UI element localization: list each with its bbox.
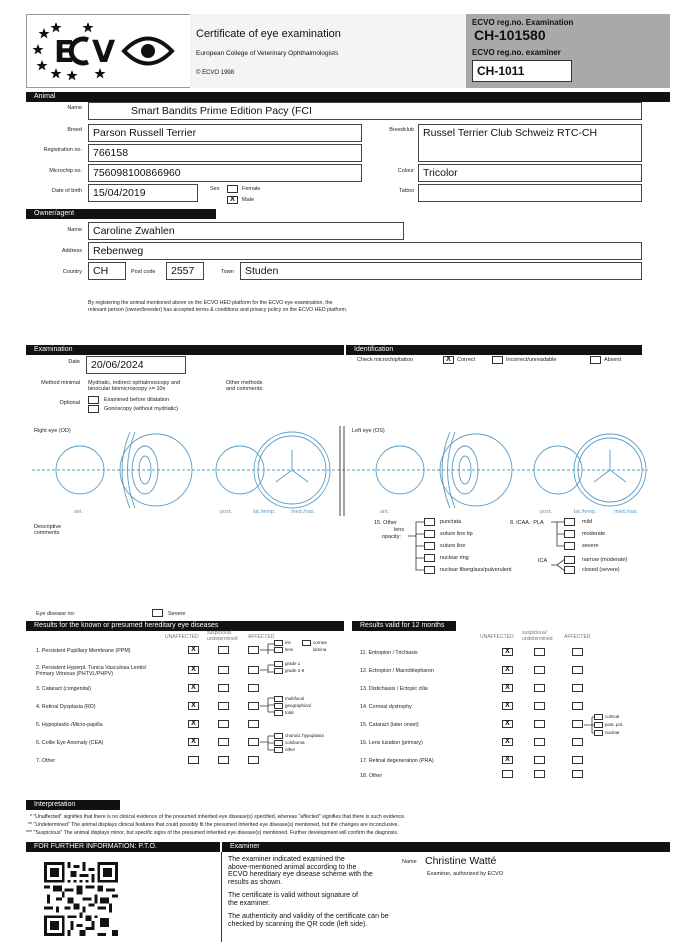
right-row-13-affected (572, 684, 583, 692)
owner-name-label: Name (67, 227, 82, 233)
right-row-15-undetermined (534, 720, 545, 728)
right-row-18-label: 18. Other (360, 773, 383, 779)
cea-coloboma-checkbox (274, 740, 283, 746)
left-row-1-unaffected: X (188, 646, 199, 654)
suture-tip-label: suture line tip (440, 531, 473, 537)
eye-diagrams (30, 422, 650, 518)
town-field: Studen (240, 262, 642, 280)
copyright: © ECVO 1998 (196, 70, 235, 76)
suture-line-label: suture line (440, 543, 466, 549)
nuclear-ring-label: nuclear ring (440, 555, 469, 561)
right-row-13-label: 13. Distichiasis / Ectopic cilia (360, 686, 428, 692)
left-row-7-label: 7. Other (36, 758, 56, 764)
colour-field: Tricolor (418, 164, 642, 182)
phtvl-grade2-checkbox (274, 668, 283, 674)
left-row-1-undetermined (218, 646, 229, 654)
left-row-3-affected (248, 684, 259, 692)
registration-field: 766158 (88, 144, 362, 162)
female-label: Female (242, 186, 261, 192)
left-row-7-undetermined (218, 756, 229, 764)
left-row-1-label: 1. Persistent Pupillary Membrane (PPM) (36, 648, 131, 654)
right-row-12-undetermined (534, 666, 545, 674)
postcode-label: Post code (131, 269, 156, 275)
os-lat: lat./temp. (574, 509, 597, 515)
svg-text:E: E (54, 35, 75, 70)
phtvl-grade1: grade 1 (285, 661, 301, 666)
right-row-17-affected (572, 756, 583, 764)
left-row-2-label: 2. Persistent Hyperpl. Tunica Vasculosa Lentis/ (36, 665, 147, 671)
left-row-4-unaffected: X (188, 702, 199, 710)
method-label: Method minimal (41, 380, 80, 386)
ppm-iris: iris (285, 640, 291, 645)
right-row-15-label: 15. Cataract (later onset) (360, 722, 419, 728)
method-line2: binocular biomicroscopy >= 10x (88, 386, 166, 392)
opt-before-dilatation: Examined before dilatation (104, 397, 170, 403)
interp-line1: * "Unaffected" signifies that there is no clinical evidence of the presumed inherited eye disease(s) specified, whereas "affected" signifies that there is such evidence. (30, 814, 406, 820)
right-row-15-affected (572, 720, 583, 728)
dob-field: 15/04/2019 (88, 184, 198, 202)
right-row-17-unaffected: X (502, 756, 513, 764)
right-row-15-unaffected: X (502, 720, 513, 728)
os-post: post. (540, 509, 552, 515)
examiner-name: Christine Watté (425, 855, 497, 867)
right-row-11-undetermined (534, 648, 545, 656)
left-row-6-label: 6. Collie Eye Anomaly (CEA) (36, 740, 104, 746)
animal-name-field: Smart Bandits Prime Edition Pacy (FCI (88, 102, 642, 120)
left-row-1-affected (248, 646, 259, 654)
right-row-11-affected (572, 648, 583, 656)
address-field: Rebenweg (88, 242, 642, 260)
postcode-field: 2557 (166, 262, 204, 280)
org-name: European College of Veterinary Ophthalmologists (196, 50, 339, 57)
rd-total-checkbox (274, 710, 283, 716)
svg-text:V: V (92, 35, 116, 70)
colour-label: Colour (397, 168, 414, 174)
examiner-text-5: The certificate is valid without signature of (228, 892, 358, 899)
disclaimer-line1: By registering the animal mentioned above on the ECVO HED platform for the ECVO eye examination, the (88, 300, 333, 306)
opt-gonioscopy-checkbox (88, 405, 99, 413)
interp-line3: *** "Suspicious" The animal displays minor, but specific signs of the presumed inherited eye disease(s) mentioned. Further development will confirm the diagnosis. (26, 830, 399, 836)
right-row-17-undetermined (534, 756, 545, 764)
country-field: CH (88, 262, 126, 280)
right-row-16-unaffected: X (502, 738, 513, 746)
footer-divider (221, 852, 222, 942)
other-methods-1: Other methods (226, 380, 263, 386)
tattoo-label: Tattoo (399, 188, 414, 194)
lens-bracket (406, 518, 426, 574)
moderate-label: moderate (582, 531, 606, 537)
col-unaffected-right: UNAFFECTED (480, 634, 514, 640)
left-row-4-label: 4. Retinal Dysplasia (RD) (36, 704, 96, 710)
left-row-5-label: 5. Hypoplastic-/Micro-papilla (36, 722, 103, 728)
cea-coloboma: coloboma (285, 740, 305, 745)
examiner-text-7: The authenticity and validity of the certificate can be (228, 913, 389, 920)
left-row-3-undetermined (218, 684, 229, 692)
rd-multifocal-checkbox (274, 696, 283, 702)
examiner-text (228, 856, 404, 928)
os-ant: ant. (380, 509, 390, 515)
results-right-header: Results valid for 12 months (352, 621, 456, 631)
right-row-14-unaffected: X (502, 702, 513, 710)
microchip-label: Microchip no. (49, 168, 82, 174)
reg-exam-label: ECVO reg.no. Examination (472, 18, 574, 27)
right-row-13-unaffected: X (502, 684, 513, 692)
suture-line-checkbox (424, 542, 435, 550)
dob-label: Date of birth (52, 188, 82, 194)
registration-label: Registration no. (43, 147, 82, 153)
cat-nuclear-checkbox (594, 730, 603, 736)
nuclear-fib-label: nuclear fiberglass/pulverulent (440, 567, 512, 573)
cat-cortical: cortical (605, 714, 620, 719)
severe-label: severe (582, 543, 599, 549)
narrow-checkbox (564, 556, 575, 564)
tattoo-field (418, 184, 642, 202)
opt-before-dilatation-checkbox (88, 396, 99, 404)
right-row-12-unaffected: X (502, 666, 513, 674)
col-undetermined-right: undetermined (522, 636, 553, 642)
left-row-2-unaffected: X (188, 666, 199, 674)
opt-gonioscopy: Gonoscopy (without mydriatic) (104, 406, 178, 412)
closed-checkbox (564, 566, 575, 574)
cea-other-checkbox (274, 747, 283, 753)
col-suspicious-left: suspicious/ (207, 630, 232, 636)
right-row-16-undetermined (534, 738, 545, 746)
exam-date-field: 20/06/2024 (86, 356, 186, 374)
mild-checkbox (564, 518, 575, 526)
od-lat: lat./temp. (253, 509, 276, 515)
examiner-text-1: The examiner indicated examined the (228, 856, 345, 863)
section-identification: Identification (346, 345, 642, 355)
section-animal: Animal (26, 92, 670, 102)
reg-examiner-label: ECVO reg.no. examiner (472, 48, 561, 57)
examiner-authorized: Examiner, authorized by ECVO (427, 871, 504, 877)
left-row-2-undetermined (218, 666, 229, 674)
country-label: Country (62, 269, 82, 275)
left-row-3-unaffected: X (188, 684, 199, 692)
cat-cortical-checkbox (594, 714, 603, 720)
right-row-18-undetermined (534, 770, 545, 778)
right-row-12-label: 12. Ectropion / Macroblepharon (360, 668, 434, 674)
right-row-11-label: 11. Entropion / Trichiasis (360, 650, 418, 656)
col-unaffected-left: UNAFFECTED (165, 634, 199, 640)
section-owner: Owner/agent (26, 209, 216, 219)
left-row-5-unaffected: X (188, 720, 199, 728)
ppm-lamina: lamina (313, 647, 327, 652)
col-affected-right: AFFECTED (564, 634, 591, 640)
ica-bracket (551, 555, 565, 575)
phtvl-grade2: grade 2-6 (285, 668, 305, 673)
female-checkbox (227, 185, 238, 193)
os-med: med./nas. (614, 509, 639, 515)
rd-geographical: geographical (285, 703, 311, 708)
icaa-bracket (551, 518, 565, 552)
ecvo-logo-graphic (30, 18, 178, 82)
incorrect-label: Incorrect/unreadable (506, 357, 557, 363)
icaa-label: 8. ICAA : PLA (510, 520, 544, 526)
rd-geographical-checkbox (274, 703, 283, 709)
left-row-2-label2: Primary Vitreous (PHTVL/PHPV) (36, 671, 114, 677)
descriptive-1: Descriptive (34, 524, 62, 530)
right-row-16-label: 16. Lens luxation (primary) (360, 740, 423, 746)
examiner-text-6: the examiner. (228, 899, 271, 907)
absent-label: Absent (604, 357, 622, 363)
correct-label: Correct (457, 357, 476, 363)
moderate-checkbox (564, 530, 575, 538)
closed-label: closed (severe) (582, 567, 620, 573)
descriptive-2: comments (34, 530, 60, 536)
name-label: Name (67, 105, 82, 111)
severe-checkbox (564, 542, 575, 550)
right-row-14-label: 14. Corneal dystrophy (360, 704, 412, 710)
left-row-7-affected (248, 756, 259, 764)
interp-line2: ** "Undetermined" The animal displays clinical features that could possibly fit the presumed inherited eye disease(s) mentioned, but the changes are inconclusive. (28, 822, 399, 828)
eye-disease-no-label: Eye disease no: (36, 611, 76, 617)
ppm-iris-checkbox (274, 640, 283, 646)
left-row-7-unaffected (188, 756, 199, 764)
right-row-11-unaffected: X (502, 648, 513, 656)
right-eye-label: Right eye (OD) (34, 428, 71, 434)
town-label: Town (221, 269, 234, 275)
breedclub-label: Breedclub (389, 127, 414, 133)
method-line1: Mydriatic, indirect ophtalmoscopy and (88, 380, 181, 386)
left-row-3-label: 3. Cataract (congenital) (36, 686, 92, 692)
mild-label: mild (582, 519, 593, 525)
results-left-header: Results for the known or presumed hereditary eye diseases (26, 621, 344, 631)
left-row-4-undetermined (218, 702, 229, 710)
left-row-5-undetermined (218, 720, 229, 728)
rd-total: total (285, 710, 294, 715)
left-row-5-affected (248, 720, 259, 728)
other-lens-1: 15. Other (374, 520, 397, 526)
od-med: med./nas. (291, 509, 316, 515)
ica-label: ICA (538, 558, 548, 564)
rd-multifocal: multifocal (285, 696, 305, 701)
right-row-17-label: 17. Retinal degeneration (PRA) (360, 758, 434, 764)
other-methods-2: and comments: (226, 386, 264, 392)
left-row-2-affected (248, 666, 259, 674)
col-affected-left: AFFECTED (248, 634, 275, 640)
left-row-6-unaffected: X (188, 738, 199, 746)
narrow-label: narrow (moderate) (582, 557, 628, 563)
ppm-cornea-checkbox (302, 640, 311, 646)
breed-field: Parson Russell Terrier (88, 124, 362, 142)
reg-exam-value: CH-101580 (474, 27, 546, 43)
eye-disease-severe-label: Severe (168, 611, 186, 617)
cea-choroid: choroid. hypoplasia (285, 733, 324, 738)
right-row-13-undetermined (534, 684, 545, 692)
left-eye-label: Left eye (OS) (352, 428, 385, 434)
right-row-14-undetermined (534, 702, 545, 710)
left-row-6-undetermined (218, 738, 229, 746)
absent-checkbox (590, 356, 601, 364)
ppm-lens: lens (285, 647, 294, 652)
section-examiner: Examiner (222, 842, 670, 852)
right-row-12-affected (572, 666, 583, 674)
microchip-field: 756098100866960 (88, 164, 362, 182)
breed-label: Breed (67, 127, 82, 133)
right-row-16-affected (572, 738, 583, 746)
examiner-text-2: above-mentioned animal according to the (228, 863, 357, 871)
nuclear-fib-checkbox (424, 566, 435, 574)
correct-checkbox: X (443, 356, 454, 364)
other-lens-2: lens (394, 527, 405, 533)
col-suspicious-right: suspicious/ (522, 630, 547, 636)
ppm-cornea: cornea (313, 640, 327, 645)
examiner-text-4: results as shown. (228, 878, 283, 886)
cat-post-pol: post. pol. (605, 722, 624, 727)
eye-disease-severe-checkbox (152, 609, 163, 617)
qr-code[interactable] (44, 862, 118, 936)
further-info-bar: FOR FURTHER INFORMATION: P.T.O. (26, 842, 220, 852)
disclaimer-line2: relevant person (owner/breeder) has accepted terms & conditions and privacy policy on the ECVO HED platform. (88, 307, 348, 313)
examiner-name-label: Name (402, 859, 417, 865)
section-examination: Examination (26, 345, 344, 355)
punctata-label: punctata (440, 519, 462, 525)
left-row-6-affected (248, 738, 259, 746)
cea-choroid-checkbox (274, 733, 283, 739)
breedclub-field: Russel Terrier Club Schweiz RTC-CH (418, 124, 642, 162)
incorrect-checkbox (492, 356, 503, 364)
other-lens-3: opacity: (382, 534, 401, 540)
phtvl-grade1-checkbox (274, 661, 283, 667)
left-row-4-affected (248, 702, 259, 710)
od-ant: ant. (74, 509, 84, 515)
cat-post-pol-checkbox (594, 722, 603, 728)
cea-other: other (285, 747, 296, 752)
male-label: Male (242, 197, 254, 203)
examiner-text-8: checked by scanning the QR code (left side). (228, 920, 368, 928)
cat-nuclear: nuclear (605, 730, 620, 735)
address-label: Address (61, 248, 82, 254)
certificate-title: Certificate of eye examination (196, 28, 341, 40)
ecvo-logo (30, 18, 178, 82)
od-post: post. (220, 509, 232, 515)
reg-examiner-value: CH-1011 (472, 60, 572, 82)
examiner-text-3: ECVO hereditary eye disease scheme with the (228, 871, 373, 878)
exam-date-label: Date (68, 359, 80, 365)
owner-name-field: Caroline Zwahlen (88, 222, 404, 240)
suture-tip-checkbox (424, 530, 435, 538)
nuclear-ring-checkbox (424, 554, 435, 562)
male-checkbox: X (227, 196, 238, 204)
sex-label: Sex (210, 186, 220, 192)
right-row-18-unaffected (502, 770, 513, 778)
ppm-lens-checkbox (274, 647, 283, 653)
right-row-18-affected (572, 770, 583, 778)
section-interpretation: Interpretation (26, 800, 120, 810)
col-undetermined-left: undetermined (207, 636, 238, 642)
optional-label: Optional (59, 400, 80, 406)
punctata-checkbox (424, 518, 435, 526)
check-microchip-label: Check microchip/tattoo (357, 357, 413, 363)
right-row-14-affected (572, 702, 583, 710)
